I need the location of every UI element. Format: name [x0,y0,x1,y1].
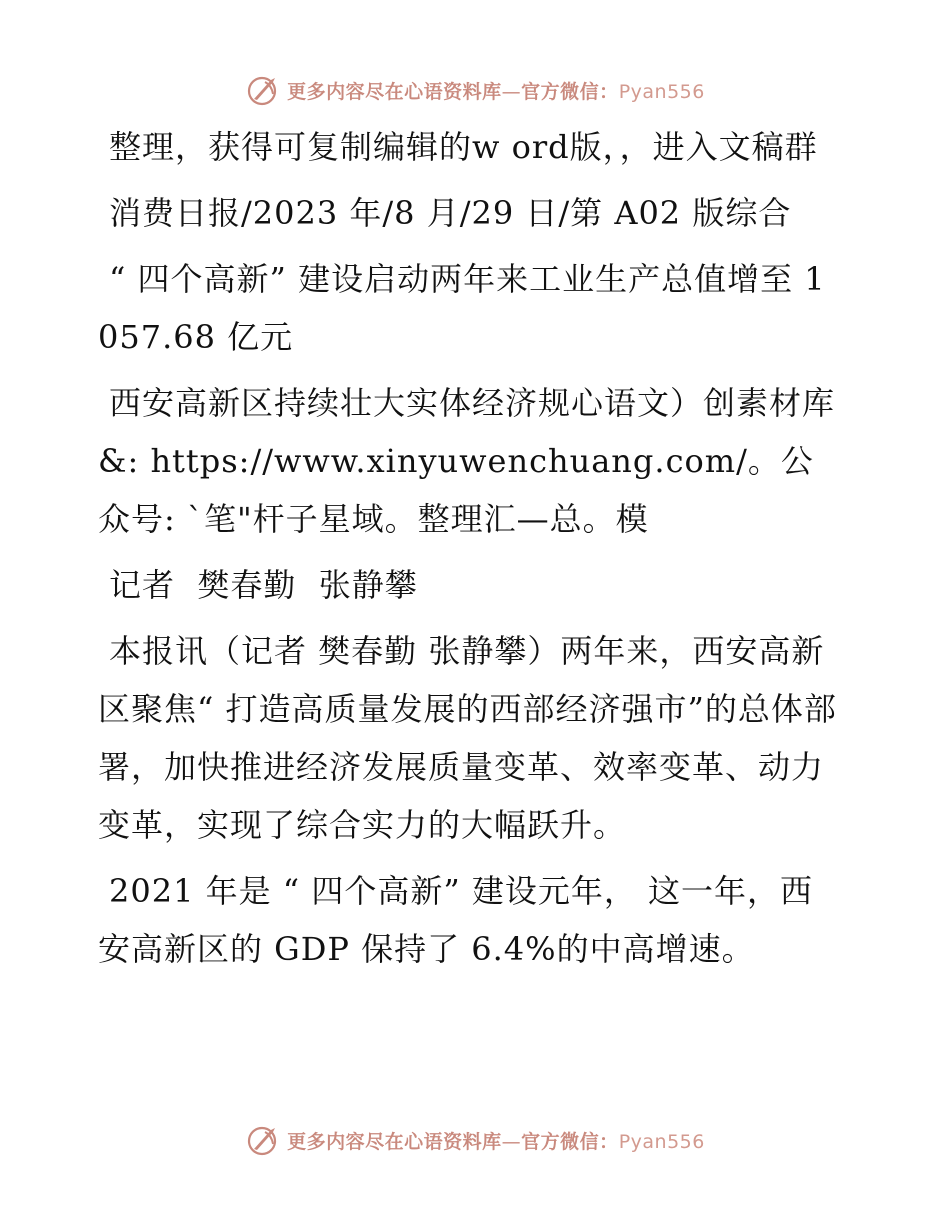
banner-contact: 官方微信： [521,80,619,103]
banner-handle: Pyan556 [618,80,705,103]
document-body [98,118,838,986]
paragraph-source: 消费日报/2023 年/8 月/29 日/第 A02 版综合 [109,194,792,232]
banner-label: 更多内容尽在心语资料库 [287,80,502,103]
banner-handle: Pyan556 [618,1130,705,1153]
banner-text [287,1127,705,1154]
banner-separator: — [501,1130,522,1153]
article-subtitle: 西安高新区持续壮大实体经济规心语文）创素材库&: https://www.xinyuwenchuang.com/。公众号: `笔"杆子星域。整理汇—总。模 [98,384,836,538]
banner-separator: — [501,80,522,103]
banner-label: 更多内容尽在心语资料库 [287,1130,502,1153]
quill-pen-icon [245,72,281,108]
banner-text [287,77,705,104]
paragraph-intro: 整理，获得可复制编辑的w ord版，，进入文稿群 [109,128,818,166]
footer-banner [0,1120,950,1160]
banner-contact: 官方微信： [521,1130,619,1153]
article-title: “ 四个高新” 建设启动两年来工业生产总值增至 1057.68 亿元 [98,260,826,356]
quill-pen-icon [245,1122,281,1158]
paragraph-lead: 本报讯（记者 樊春勤 张静攀）两年来，西安高新区聚焦“ 打造高质量发展的西部经济强市”的总体部署，加快推进经济发展质量变革、效率变革、动力变革，实现了综合实力的大幅跃升。 [98,632,837,844]
article-byline: 记者 樊春勤 张静攀 [109,566,418,604]
paragraph-body: 2021 年是 “ 四个高新” 建设元年， 这一年，西安高新区的 GDP 保持了 6.4%的中高增速。 [98,872,814,968]
header-banner [0,70,950,110]
